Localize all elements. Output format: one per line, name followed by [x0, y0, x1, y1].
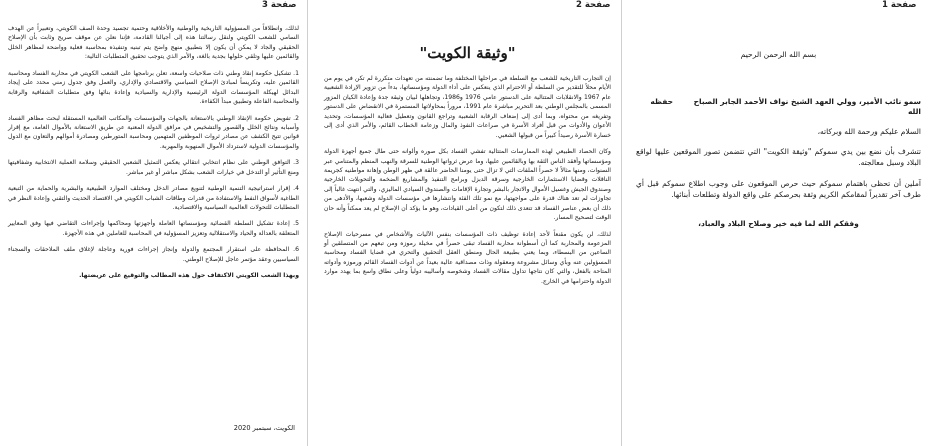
list-item: 1. تشكيل حكومة إنقاذ وطني ذات صلاحيات واسعة، تعلن برنامجها على الشعب الكويتي في محاربة الفساد ومحاسبة القائمين عليه، وتكريساً لمبادئ الإصلاح السياسي والاقتصادي والإداري، والعمل وفق جدول زمني محدد على إيجاد البدائل لهيكلة المؤسسات الدولة الرئيسية والإدارية والسيادية وإعادة بنائها وفق متطلبات الشفافية والرقابة والمحاسبة الفاعلة وتطبيق مبدأ الكفاءة.	[8, 69, 299, 106]
closing-line: وفقكم الله لما فيه خير وصلاح البلاد والعباد،	[698, 218, 859, 228]
list-item: 3. التوافق الوطني على نظام انتخابي انتقالي يعكس التمثيل الشعبي الحقيقي وسلامة العملية الانتخابية وشفافيتها ومنع التأثير أو التدخل في خيارات الشعب بشكل مباشر أو غير مباشر.	[8, 159, 299, 176]
addressee	[636, 97, 921, 117]
paragraph: وكان الحصاد الطبيعي لهذه الممارسات المتتالية تفشي الفساد بكل صوره وألوانه حتى طال جميع أجهزة الدولة ومؤسساتها وأفقد الناس الثقة بها وبالقائمين عليها، وما عرض ثرواتها الوطنية للسرقة والنهب المنظم والمتنامي عبر السنوات، ومنها مثالاً لا حصراً الملفات التي لا تزال حتى يومنا الحاضر عالقة في ظهر الوطن وإهانة مواطنيه كجريمة الناقلات وقضايا الاستثمارات الخارجية وسرقة الدبزل وبرامج التنفيذ والمشاريع الضخمة والتحويلات الخارجية وصندوق الجيش وغسيل الأموال والاتجار بالبشر وتجارة الإقامات والصندوق السيادي الماليزي، والتي انتهت غالباً إلى تجاوزات لم تعد هناك قدرة على مواجهتها، مع نمو تلك الفئة وانتشارها في مؤسسات الدولة وشعبها، والأدهى من ذلك أن بعض عناصر الفساد قد تتعدى ذلك لتكون من أعلى القيادات، وهو ما يؤكد أن الإصلاح لم يعد ممكناً وأنه حان الوقت لتصحيح المسار.	[324, 148, 611, 222]
footer-date: الكويت، سبتمبر 2020	[233, 424, 295, 432]
addressee-name: سمو نائب الأمير، وولي العهد الشيخ نواف الأحمد الجابر الصباح	[693, 97, 921, 106]
list-item: 6. المحافظة على استقرار المجتمع والدولة وإنجاز إجراءات فورية وعاجلة لإغلاق ملف الملاحقات والسجناء السياسيين وعقد مؤتمر عاجل للإصلاح الوطني.	[8, 246, 299, 263]
paragraph: لذلك، لن يكون مقنعاً لأحد إعادة توظيف ذات المؤسسات بنفس الآليات والأشخاص في مسرحيات الإصلاح المزعومة والمحاربة كما أن أسطوانة محاربة الفساد تبقى حصراً في مخيلة رموزه ومن تبعهم من المتسلقين أو الساعين من البسطاء، وبما يعني بطبيعة الحال ومنطق العقل التحقيق والتحري في قضايا الفساد ومحاسبة المسؤولين عنه وبأي وسائل مشروعة ومعقولة وذات مصداقية عالية بعيداً عن أدوات الفساد القائم ورموزه وأدواته المتاحة بالفعل، والتي كان نتاجها تداول مقالات الفساد وشخوصه وأساليبه دولياً وعلى نطاق واسع بما يهدد موارد الدولة واحترامها في الخارج.	[324, 230, 611, 285]
page-number: صفحة 2	[576, 0, 611, 10]
paragraph: آملين أن تحظى باهتمام سموكم حيث حرص الموقعون على وجوب اطلاع سموكم قبل أي طرف آخر تقديراً لمقامكم الكريم وثقة بحرصكم على واقع الدولة وتطلعات أبنائها.	[636, 179, 921, 200]
list-item: 5. إعادة تشكيل السلطة القضائية ومؤسساتها العاملة وأجهزتها ومحاكمها وإجراءات التقاضي فيها وفق المعايير المتعلقة بالعدالة والحياد والاستقلالية وتعزيز المسؤولية في المحاسبة للعاملين في هذه الأجهزة.	[8, 220, 299, 237]
honorific: حفظه الله	[650, 97, 921, 116]
page-2	[314, 0, 622, 446]
page-number: صفحة 1	[882, 0, 917, 10]
page-body	[8, 24, 299, 281]
paragraph: إن التجارب التاريخية للشعب مع السلطة في مراحلها المختلفة وما تضمنته من تعهدات متكررة لم تكن في يوم من الأيام محلاً للتقدير من السلطة أو الاحترام الذي ينعكس على أداء الدولة ومؤسساتها، بدءاً من تزوير الإرادة الشعبية عام 1967 والانقلابات المتتالية على الدستور عامي 1976 و1986، وتجاهلها لبيان وثيقة جدة وإعادة الكيان المزور المسمى بالمجلس الوطني بعد التحرير مباشرة عام 1991، مروراً بمحاولاتها المستمرة في الانقضاض على الدستور وتفريغه من محتواه، وبما أدى إلى إضعاف الرقابة الشعبية وتراجع القانون وتعطيل فعالية المؤسسات، وتحديد الأعوان والأدوات من قبل أفراد الأسرة في صراعات النفوذ والمال وزعامة الخطاب القائم، والأمر الذي أدى إلى خسارة الأسرة رصيداً كبيراً من قبولها الشعبي.	[324, 75, 611, 139]
page-1	[628, 0, 933, 446]
paragraph: وبهذا الشعب الكويتي الاكتفاف حول هذه المطالب والتوقيع على عريضتها.	[79, 272, 299, 280]
list-item: 2. تفويض حكومة الإنقاذ الوطني بالاستعانة بالجهات والمؤسسات والمكاتب العالمية المستقلة لبحث مظاهر الفساد وأسبابه ونتائج الخلل والقصور والتشخيص في مرافق الدولة المعنية عن طريق الاستعانة بالأموال العامة، مع إقرار قوانين تتيح الكشف عن مصادر ثروات الموظفين المتهمين ومحاسبة المتورطين ومصادرة أموالهم والتعاون مع الدول والمؤسسات الدولية لاسترداد الأموال المنهوبة والمهربة.	[8, 114, 299, 150]
document-title: "وثيقة الكويت"	[419, 44, 516, 62]
basmala: بسم الله الرحمن الرحيم	[740, 50, 817, 59]
page-3	[0, 0, 308, 446]
page-body	[324, 74, 611, 286]
paragraph: لذلك، وانطلاقاً من المسؤولية التاريخية والوطنية والأخلاقية وحتمية تجسيد وحدة الصف الكويتي، وتعبيراً عن الهدف السامي للشعب الكويتي ولنقل رسالتنا هذه إلى أجيالنا القادمة، فإننا نعلن عن موقف صريح وثابت بأن الإصلاح الحقيقي والجاد لا يمكن أن يكون إلا بتطبيق منهج واضح يتم تبنيه وتنفيذه بمحاسبة فعلية وواضحة لمظاهر الخلل والقائمين عليها وتلقي حلولها بجدية بالغة، والأمر الذي يتوجب تحقيق المتطلبات التالية:	[8, 25, 299, 61]
greeting: السلام عليكم ورحمة الله وبركاته،	[817, 126, 921, 136]
page-number: صفحة 3	[262, 0, 297, 10]
list-item: 4. إقرار استراتيجية التنمية الوطنية لتنويع مصادر الدخل ومختلف الموارد الطبيعية والبشرية والحماية من التبعية الطاغية لأسواق النفط والاستفادة من قدرات وطاقات الشباب الكويتي في الاقتصاد الحديث والتقني وإعادة النظر في المتطلبات للتحولات العالمية السياسية والاقتصادية.	[8, 185, 299, 211]
paragraph: تتشرف بأن نضع بين يدي سموكم "وثيقة الكويت" التي تتضمن تصور الموقعين عليها لواقع البلاد وسبل معالجته.	[636, 146, 921, 167]
